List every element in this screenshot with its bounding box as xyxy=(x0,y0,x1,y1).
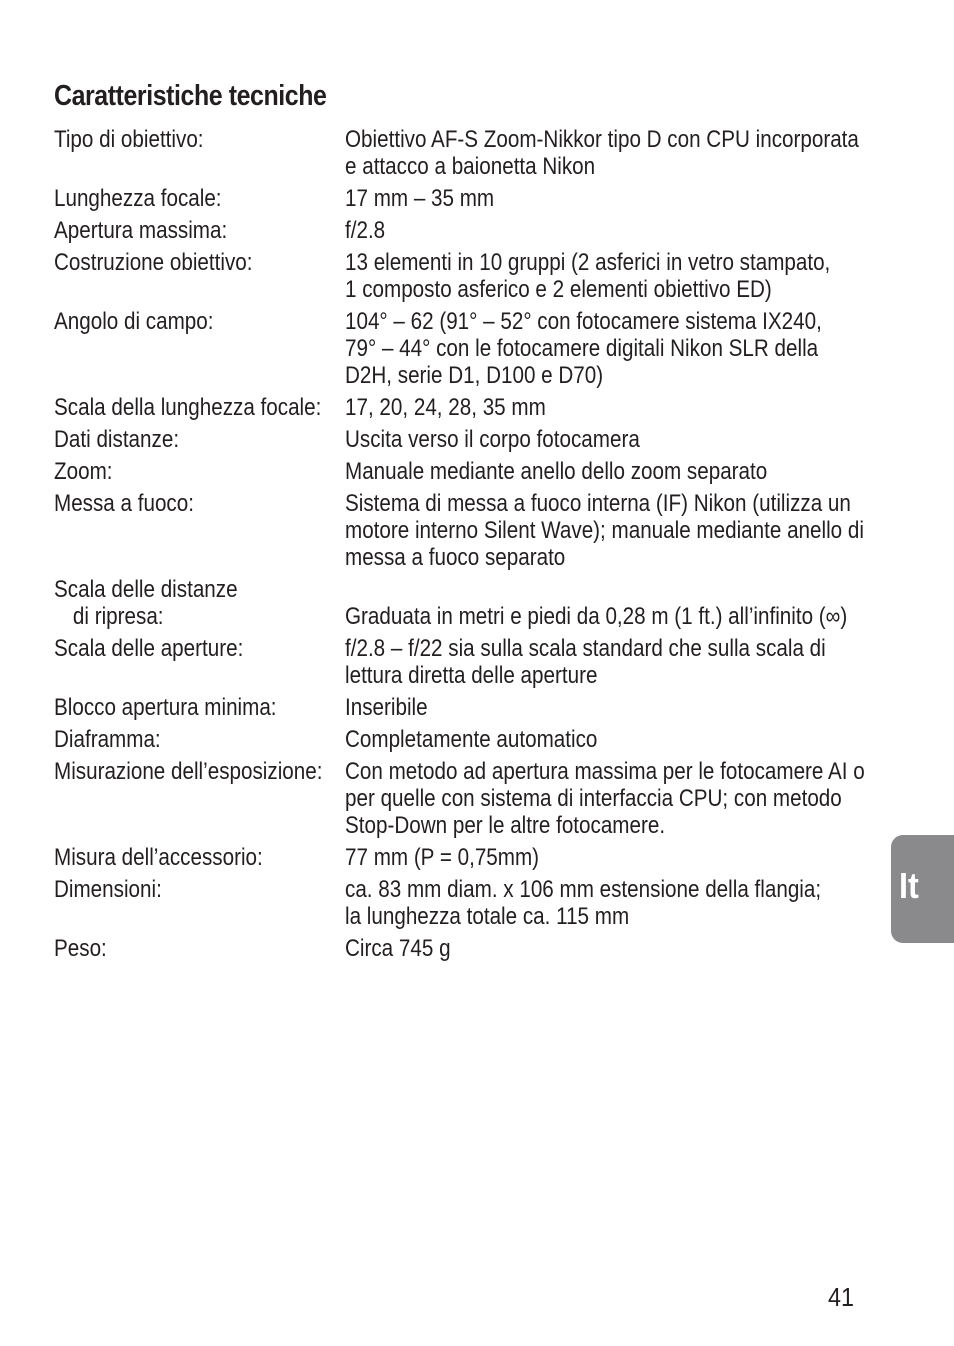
spec-label: Dimensioni: xyxy=(54,876,162,903)
spec-label: Lunghezza focale: xyxy=(54,185,222,212)
page-number: 41 xyxy=(828,1282,855,1312)
spec-value: 104° – 62 (91° – 52° con fotocamere sistema IX240, 79° – 44° con le fotocamere digitali Nikon SLR della D2H, serie D1, D100 e D70) xyxy=(345,308,822,389)
spec-label: Dati distanze: xyxy=(54,426,180,453)
spec-value: 13 elementi in 10 gruppi (2 asferici in vetro stampato, 1 composto asferico e 2 elementi obiettivo ED) xyxy=(345,249,831,303)
spec-row xyxy=(54,635,874,689)
spec-row xyxy=(54,426,874,453)
spec-label: Zoom: xyxy=(54,458,113,485)
spec-row xyxy=(54,726,874,753)
spec-row xyxy=(54,217,874,244)
spec-label: Scala delle distanze di ripresa: xyxy=(54,576,238,630)
spec-row xyxy=(54,458,874,485)
spec-value: 17, 20, 24, 28, 35 mm xyxy=(345,394,546,421)
spec-label: Misura dell’accessorio: xyxy=(54,844,263,871)
spec-value: Completamente automatico xyxy=(345,726,598,753)
spec-row xyxy=(54,876,874,930)
spec-row xyxy=(54,308,874,389)
spec-label: Messa a fuoco: xyxy=(54,490,194,517)
spec-label: Scala della lunghezza focale: xyxy=(54,394,322,421)
spec-value: Obiettivo AF-S Zoom-Nikkor tipo D con CPU incorporata e attacco a baionetta Nikon xyxy=(345,126,859,180)
spec-row xyxy=(54,694,874,721)
spec-value: Graduata in metri e piedi da 0,28 m (1 ft.) all’infinito (∞) xyxy=(345,603,848,630)
spec-row xyxy=(54,935,874,962)
spec-row xyxy=(54,394,874,421)
spec-row xyxy=(54,249,874,303)
spec-row xyxy=(54,844,874,871)
spec-label: Costruzione obiettivo: xyxy=(54,249,253,276)
spec-value: Inseribile xyxy=(345,694,428,721)
spec-value: Circa 745 g xyxy=(345,935,451,962)
spec-value: 17 mm – 35 mm xyxy=(345,185,495,212)
spec-list xyxy=(54,126,874,967)
spec-row xyxy=(54,576,874,630)
spec-value: ca. 83 mm diam. x 106 mm estensione della flangia; la lunghezza totale ca. 115 mm xyxy=(345,876,822,930)
spec-value: f/2.8 – f/22 sia sulla scala standard che sulla scala di lettura diretta delle aperture xyxy=(345,635,826,689)
spec-label: Misurazione dell’esposizione: xyxy=(54,758,323,785)
page-title: Caratteristiche tecniche xyxy=(54,80,327,112)
spec-label: Peso: xyxy=(54,935,107,962)
spec-label: Apertura massima: xyxy=(54,217,228,244)
spec-row xyxy=(54,126,874,180)
spec-label: Angolo di campo: xyxy=(54,308,214,335)
spec-value: Sistema di messa a fuoco interna (IF) Nikon (utilizza un motore interno Silent Wave); manuale mediante anello di messa a fuoco separato xyxy=(345,490,864,571)
spec-value: Con metodo ad apertura massima per le fotocamere AI o per quelle con sistema di interfaccia CPU; con metodo Stop-Down per le altre fotocamere. xyxy=(345,758,865,839)
spec-row xyxy=(54,758,874,839)
spec-row xyxy=(54,490,874,571)
spec-label: Blocco apertura minima: xyxy=(54,694,277,721)
language-tab xyxy=(891,835,954,943)
language-tab-label: It xyxy=(899,865,919,906)
spec-value: Uscita verso il corpo fotocamera xyxy=(345,426,640,453)
spec-value: f/2.8 xyxy=(345,217,386,244)
spec-row xyxy=(54,185,874,212)
spec-value: Manuale mediante anello dello zoom separato xyxy=(345,458,768,485)
spec-value: 77 mm (P = 0,75mm) xyxy=(345,844,540,871)
spec-label: Diaframma: xyxy=(54,726,161,753)
spec-label: Scala delle aperture: xyxy=(54,635,244,662)
spec-label: Tipo di obiettivo: xyxy=(54,126,204,153)
